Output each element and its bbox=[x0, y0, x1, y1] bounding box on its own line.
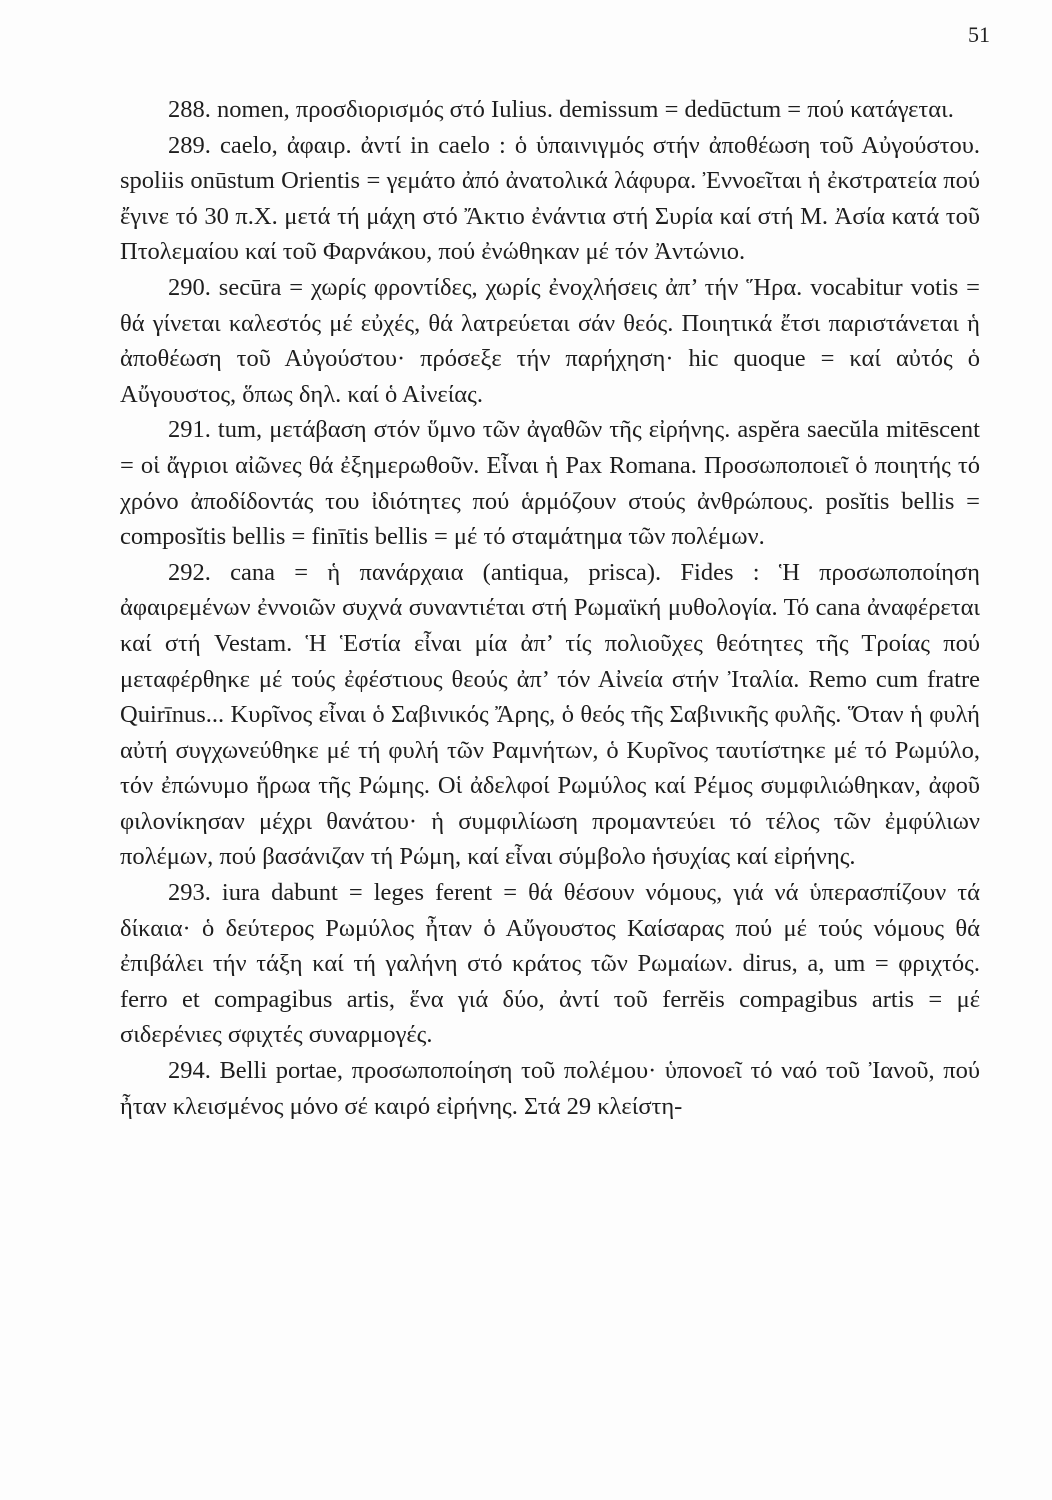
note-293: 293. iura dabunt = leges ferent = θά θέσουν νόμους, γιά νά ὑπερασπίζουν τά δίκαια· ὁ δεύτερος Ρωμύλος ἦταν ὁ Αὔγουστος Καίσαρας πού μέ τούς νόμους θά ἐπιβάλει τήν τάξη καί τή γαλήνη στό κράτος τῶν Ρωμαίων. dirus, a, um = φριχτός. ferro et compagibus artis, ἕνα γιά δύο, ἀντί τοῦ ferrĕis compagibus artis = μέ σιδερένιες σφιχτές συναρμογές. bbox=[120, 879, 980, 1049]
commentary-notes bbox=[120, 92, 980, 1124]
note-294: 294. Belli portae, προσωποποίηση τοῦ πολέμου· ὑπονοεῖ τό ναό τοῦ Ἰανοῦ, πού ἦταν κλεισμένος μόνο σέ καιρό εἰρήνης. Στά 29 κλείστη- bbox=[120, 1057, 980, 1120]
note-289: 289. caelo, ἀφαιρ. ἀντί in caelo : ὁ ὑπαινιγμός στήν ἀποθέωση τοῦ Αὐγούστου. spoliis onūstum Orientis = γεμάτο ἀπό ἀνατολικά λάφυρα. Ἐννοεῖται ἡ ἐκστρατεία πού ἔγινε τό 30 π.Χ. μετά τή μάχη στό Ἄκτιο ἐνάντια στή Συρία καί στή Μ. Ἀσία κατά τοῦ Πτολεμαίου καί τοῦ Φαρνάκου, πού ἐνώθηκαν μέ τόν Ἀντώνιο. bbox=[120, 131, 980, 266]
page-number: 51 bbox=[968, 22, 990, 47]
note-292: 292. cana = ἡ πανάρχαια (antiqua, prisca). Fides : Ἡ προσωποποίηση ἀφαιρεμένων ἐννοιῶν συχνά συναντιέται στή Ρωμαϊκή μυθολογία. Τό cana ἀναφέρεται καί στή Vestam. Ἡ Ἑστία εἶναι μία ἀπ’ τίς πολιοῦχες θεότητες τῆς Τροίας πού μεταφέρθηκε μέ τούς ἐφέστιους θεούς ἀπ’ τόν Αἰνεία στήν Ἰταλία. Remo cum fratre Quirīnus... Κυρῖνος εἶναι ὁ Σαβινικός Ἄρης, ὁ θεός τῆς Σαβινικῆς φυλῆς. Ὅταν ἡ φυλή αὐτή συγχωνεύθηκε μέ τή φυλή τῶν Ραμνήτων, ὁ Κυρῖνος ταυτίστηκε μέ τό Ρωμύλο, τόν ἐπώνυμο ἥρωα τῆς Ρώμης. Οἱ ἀδελφοί Ρωμύλος καί Ρέμος συμφιλιώθηκαν, ἀφοῦ φιλονίκησαν μέχρι θανάτου· ἡ συμφιλίωση προμαντεύει τό τέλος τῶν ἐμφύλιων πολέμων, πού βασάνιζαν τή Ρώμη, καί εἶναι σύμβολο ἡσυχίας καί εἰρήνης. bbox=[120, 558, 980, 871]
note-288: 288. nomen, προσδιορισμός στό Iulius. demissum = dedūctum = πού κατάγεται. bbox=[168, 96, 954, 123]
note-290: 290. secūra = χωρίς φροντίδες, χωρίς ἐνοχλήσεις ἀπ’ τήν Ἥρα. vocabitur votis = θά γίνεται καλεστός μέ εὐχές, θά λατρεύεται σάν θεός. Ποιητικά ἔτσι παριστάνεται ἡ ἀποθέωση τοῦ Αὐγούστου· πρόσεξε τήν παρήχηση· hic quoque = καί αὐτός ὁ Αὔγουστος, ὅπως δηλ. καί ὁ Αἰνείας. bbox=[120, 273, 980, 408]
note-291: 291. tum, μετάβαση στόν ὕμνο τῶν ἀγαθῶν τῆς εἰρήνης. aspĕra saecŭla mitēscent = οἱ ἄγριοι αἰῶνες θά ἐξημερωθοῦν. Εἶναι ἡ Pax Romana. Προσωποποιεῖ ὁ ποιητής τό χρόνο ἀποδίδοντάς του ἰδιότητες πού ἁρμόζουν στούς ἀνθρώπους. posĭtis bellis = composĭtis bellis = finītis bellis = μέ τό σταμάτημα τῶν πολέμων. bbox=[120, 416, 980, 551]
